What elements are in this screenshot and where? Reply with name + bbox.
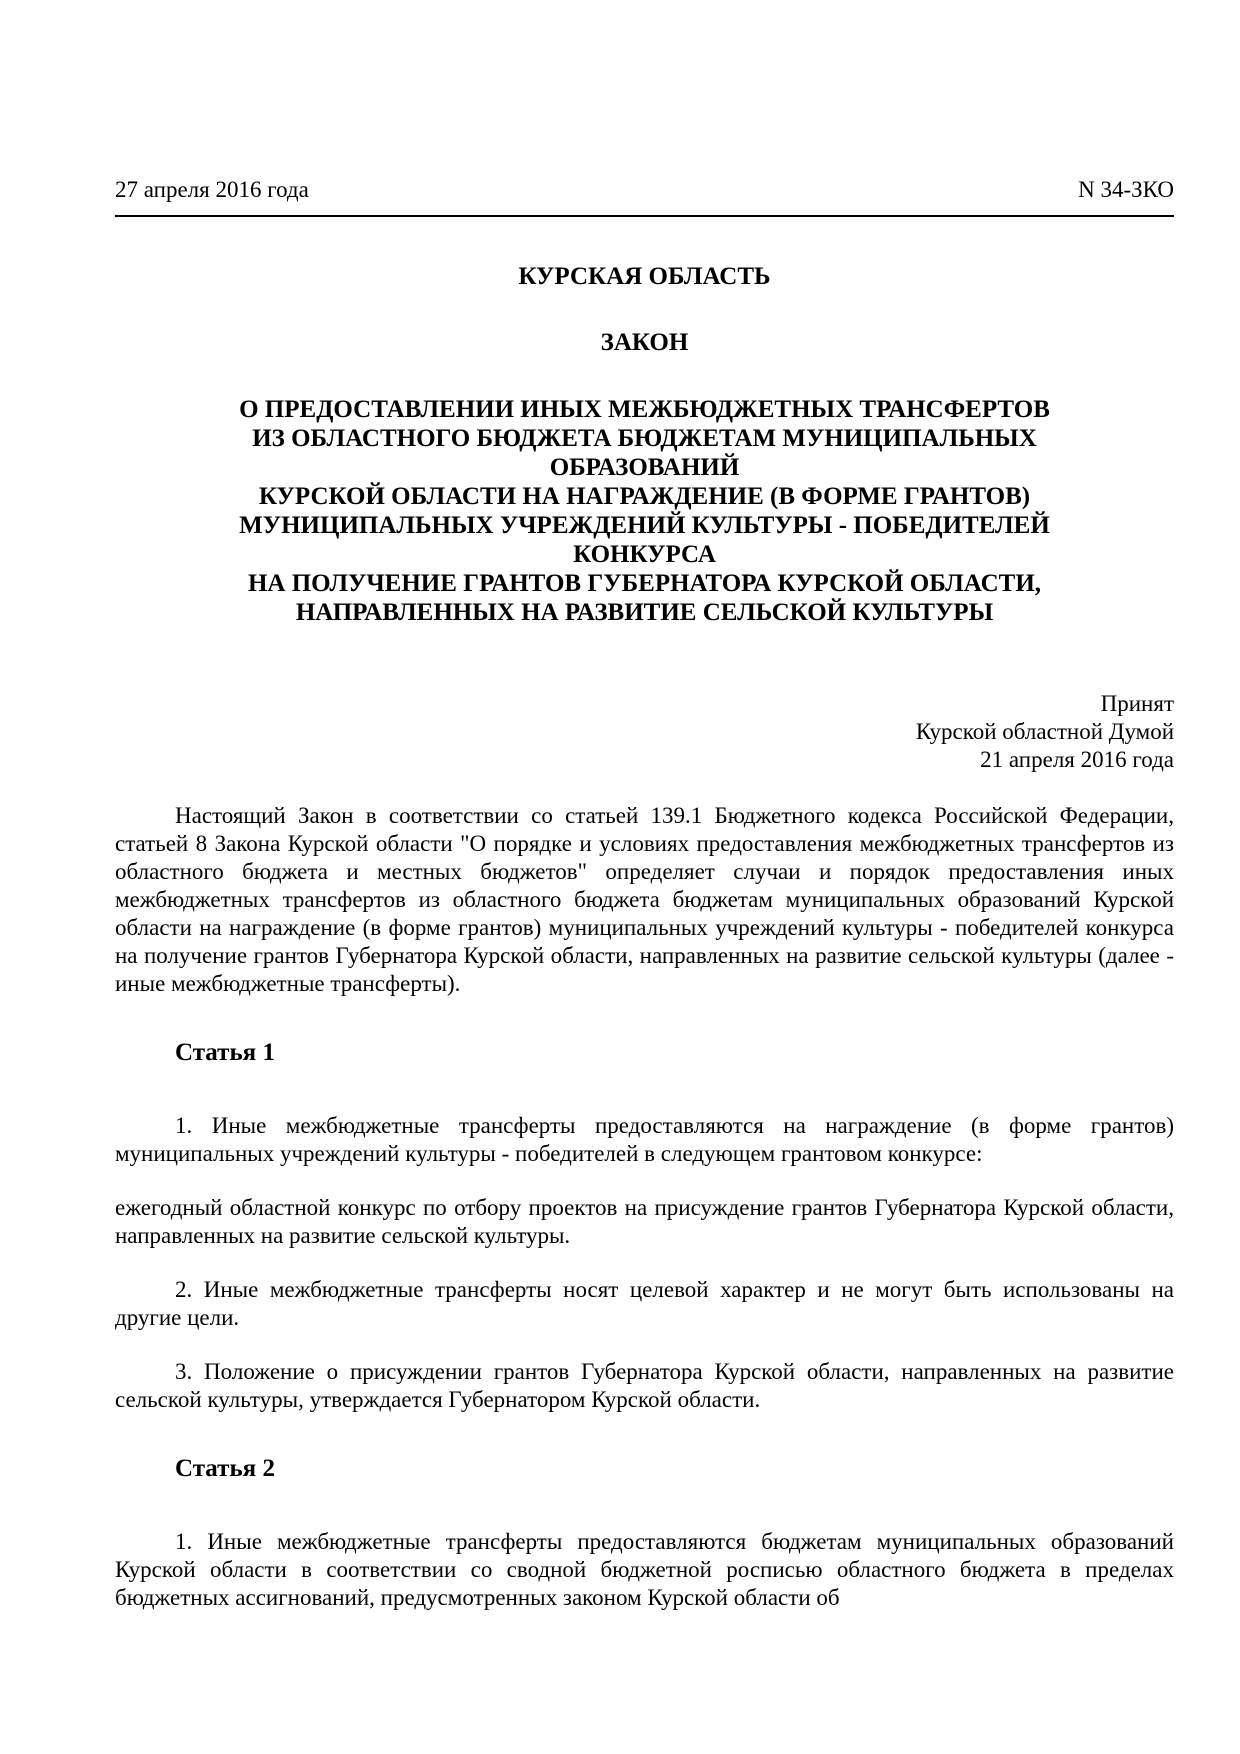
law-title-line: НАПРАВЛЕННЫХ НА РАЗВИТИЕ СЕЛЬСКОЙ КУЛЬТУРЫ (295, 599, 994, 626)
adoption-line: Курской областной Думой (915, 719, 1174, 744)
adoption-line: Принят (1100, 691, 1174, 716)
document-body (115, 802, 1174, 1612)
document-number: N 34-ЗКО (1078, 177, 1174, 202)
preamble-paragraph: Настоящий Закон в соответствии со статьей 139.1 Бюджетного кодекса Российской Федерации, статьей 8 Закона Курской области "О порядке и условиях предоставления межбюджетных трансфертов из областного бюджета и местных бюджетов" определяет случаи и порядок предоставления иных межбюджетных трансфертов из областного бюджета бюджетам муниципальных образований Курской области на награждение (в форме грантов) муниципальных учреждений культуры - победителей конкурса на получение грантов Губернатора Курской области, направленных на развитие сельской культуры (далее - иные межбюджетные трансферты). (115, 803, 1174, 996)
law-title-line: ИЗ ОБЛАСТНОГО БЮДЖЕТА БЮДЖЕТАМ МУНИЦИПАЛЬНЫХ (252, 425, 1037, 452)
document-type: ЗАКОН (600, 329, 689, 356)
adoption-block (115, 690, 1174, 774)
article-2-heading: Статья 2 (175, 1455, 275, 1482)
article-1-paragraph: 3. Положение о присуждении грантов Губернатора Курской области, направленных на развитие сельской культуры, утверждается Губернатором Курской области. (115, 1359, 1174, 1412)
header-divider (115, 215, 1174, 217)
law-title-line: МУНИЦИПАЛЬНЫХ УЧРЕЖДЕНИЙ КУЛЬТУРЫ - ПОБЕДИТЕЛЕЙ (239, 512, 1050, 539)
law-title-line: КУРСКОЙ ОБЛАСТИ НА НАГРАЖДЕНИЕ (В ФОРМЕ ГРАНТОВ) (258, 483, 1031, 510)
region-title: КУРСКАЯ ОБЛАСТЬ (518, 263, 771, 290)
law-title-line: КОНКУРСА (573, 541, 716, 568)
adoption-date: 21 апреля 2016 года (980, 747, 1174, 772)
document-header (115, 176, 1174, 204)
article-1-paragraph: 1. Иные межбюджетные трансферты предоставляются на награждение (в форме грантов) муниципальных учреждений культуры - победителей в следующем грантовом конкурсе: (115, 1113, 1174, 1166)
article-1-paragraph: 2. Иные межбюджетные трансферты носят целевой характер и не могут быть использованы на другие цели. (115, 1277, 1174, 1330)
article-1-paragraph: ежегодный областной конкурс по отбору проектов на присуждение грантов Губернатора Курской области, направленных на развитие сельской культуры. (115, 1195, 1174, 1248)
document-date: 27 апреля 2016 года (115, 177, 309, 202)
law-title-line: НА ПОЛУЧЕНИЕ ГРАНТОВ ГУБЕРНАТОРА КУРСКОЙ ОБЛАСТИ, (247, 570, 1042, 597)
law-title-line: О ПРЕДОСТАВЛЕНИИ ИНЫХ МЕЖБЮДЖЕТНЫХ ТРАНСФЕРТОВ (239, 396, 1050, 423)
article-2-paragraph: 1. Иные межбюджетные трансферты предоставляются бюджетам муниципальных образований Курской области в соответствии со сводной бюджетной росписью областного бюджета в пределах бюджетных ассигнований, предусмотренных законом Курской области об (115, 1529, 1174, 1610)
law-title-line: ОБРАЗОВАНИЙ (549, 454, 740, 481)
law-title (115, 395, 1174, 627)
article-1-heading: Статья 1 (175, 1039, 275, 1066)
